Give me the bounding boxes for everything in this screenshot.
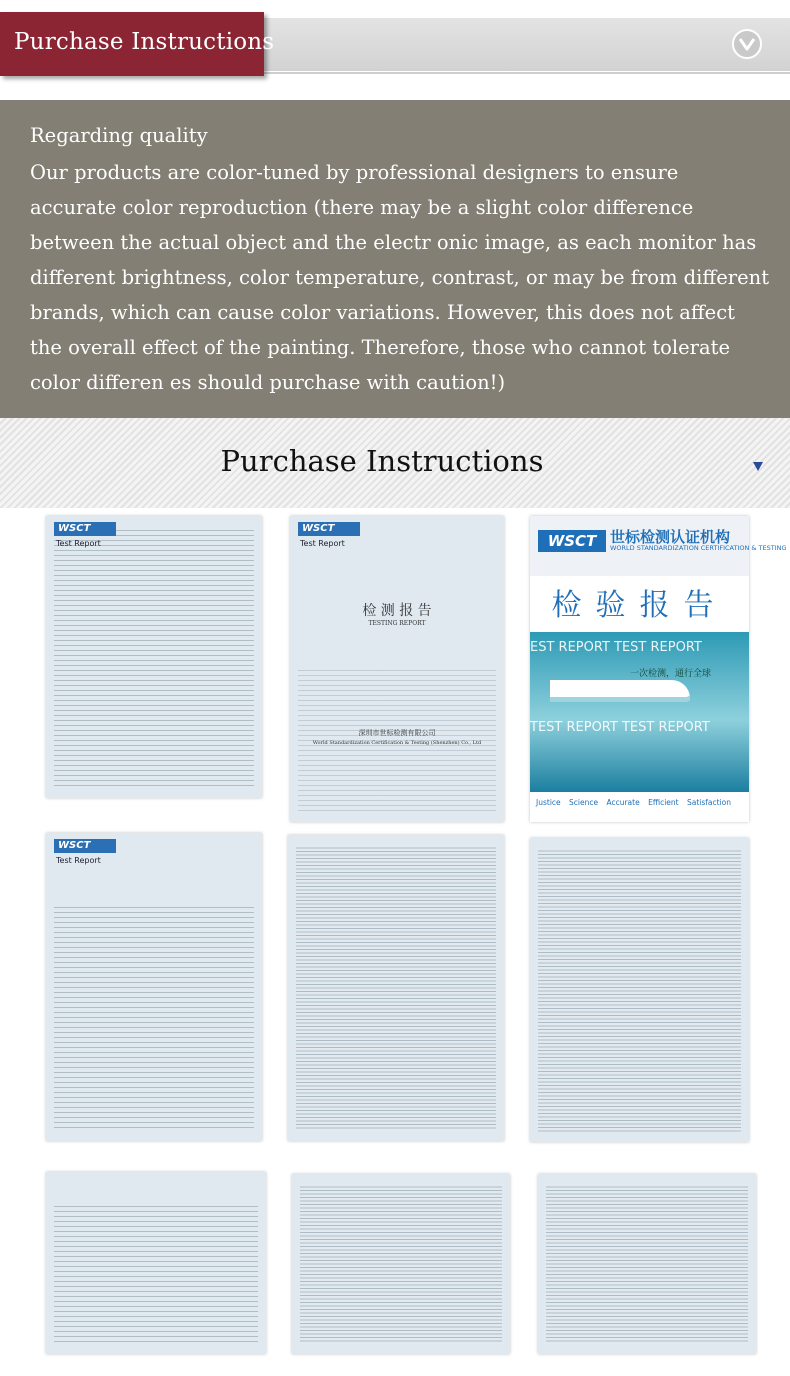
wsct-logo: WSCT bbox=[538, 530, 606, 552]
cover-motto: Justice Science Accurate Efficient Satisfaction bbox=[536, 798, 731, 807]
terms-page-1 bbox=[288, 835, 504, 1141]
triangle-down-icon bbox=[753, 462, 763, 471]
document-text-lines bbox=[546, 1184, 748, 1344]
quality-body: Our products are color-tuned by professional designers to ensure accurate color reproduction (there may be a slight color difference between the actual object and the electr onic image, as each monitor has different brightness, color temperature, contrast, or may be from different brands, which can cause color variations. However, this does not affect the overall effect of the painting. Therefore, those who cannot tolerate color differen es should purchase with caution!) bbox=[30, 161, 770, 394]
wsct-logo: WSCT bbox=[54, 839, 116, 853]
document-text-lines bbox=[296, 845, 496, 1131]
test-report-page-7 bbox=[46, 1172, 266, 1354]
cover-company-subtitle: WORLD STANDARDIZATION CERTIFICATION & TESTING bbox=[610, 544, 787, 552]
instructions-title: Purchase Instructions bbox=[220, 444, 544, 478]
document-label: Test Report bbox=[56, 539, 101, 548]
document-text-lines bbox=[54, 1202, 258, 1344]
chevron-down-circle-icon[interactable] bbox=[732, 29, 762, 59]
cover-big-title: 检验报告 bbox=[551, 588, 728, 623]
document-text-lines bbox=[54, 526, 254, 788]
report-cover bbox=[530, 516, 787, 822]
cover-band-text: EST REPORT TEST REPORT bbox=[530, 640, 702, 655]
document-text-lines bbox=[538, 848, 741, 1132]
test-report-page-4 bbox=[46, 833, 262, 1141]
train-illustration bbox=[550, 680, 690, 702]
quality-heading: Regarding quality bbox=[30, 124, 208, 147]
header-tab bbox=[0, 12, 275, 76]
cover-band-text-2: TEST REPORT TEST REPORT bbox=[530, 720, 710, 735]
terms-page-4 bbox=[538, 1174, 756, 1354]
terms-page-2 bbox=[530, 838, 749, 1142]
quality-notice bbox=[0, 100, 790, 418]
document-label: Test Report bbox=[300, 539, 345, 548]
document-text-lines bbox=[298, 666, 496, 812]
wsct-logo: WSCT bbox=[298, 522, 360, 536]
header-bar bbox=[0, 0, 790, 100]
document-text-lines bbox=[300, 1184, 502, 1344]
issuer-name-en: World Standardization Certification & Testing (Shenzhen) Co., Ltd bbox=[312, 740, 482, 746]
header-title: Purchase Instructions bbox=[14, 29, 275, 55]
issuer-name-cn: 深圳市世标检测有限公司 bbox=[358, 729, 436, 737]
terms-page-3 bbox=[292, 1174, 510, 1354]
wsct-logo: WSCT bbox=[54, 522, 116, 536]
test-report-page-2 bbox=[290, 516, 504, 822]
document-label: Test Report bbox=[56, 856, 101, 865]
cover-company-name: 世标检测认证机构 bbox=[610, 528, 731, 546]
testing-report-title-en: TESTING REPORT bbox=[368, 620, 426, 627]
document-text-lines bbox=[54, 903, 254, 1131]
cover-slogan: 一次检测，通行全球 bbox=[630, 669, 712, 679]
cover-graphic-band bbox=[530, 632, 749, 792]
instructions-header bbox=[0, 418, 790, 508]
testing-report-title-cn: 检 测 报 告 bbox=[362, 603, 432, 619]
test-report-page-1 bbox=[46, 516, 262, 798]
